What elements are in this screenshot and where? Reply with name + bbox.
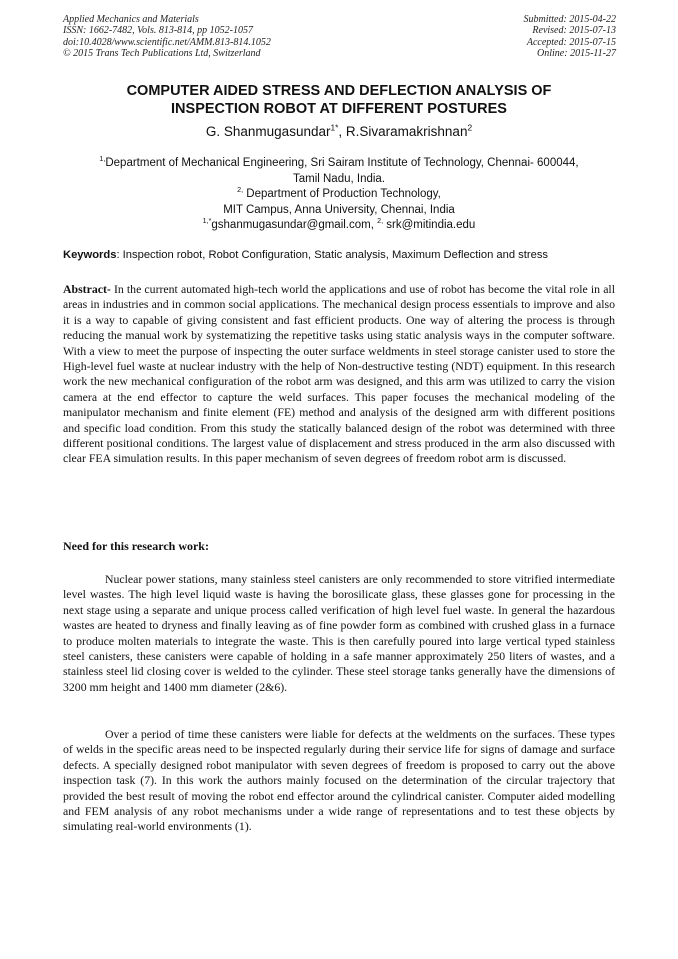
abstract-text: In the current automated high-tech world the applications and use of robot has become the vital role in all areas in industries and in common social applications. The mechanical design process essentials to improve and also it is a way to capable of giving consistent and fast efficient products. One way of altering the process is through reducing the manual work by systematizing the repetitive tasks using static analysis ways in the computer software. With a view to meet the purpose of inspecting the outer surface weldments in steel storage canister used to store the High-level fuel waste at nuclear industry with the help of Non-destructive testing (NDT) equipment. In this research work the new mechanical configuration of the robot arm was designed, and this arm was utilized to carry the vision camera at the end effector to capture the weld surfaces. This paper focuses the mechanical modeling of the manipulator mechanism and finite element (FE) method and analysis of the designed arm with different positions and specific load condition. From this study the statically balanced design of the robot was determined with three different positional conditions. The largest value of displacement and stress produced in the arm also discussed with clear FEA simulation results. In this paper mechanism of seven degrees of freedom robot arm is discussed. — [63, 282, 615, 466]
affiliation-2-line-1 — [40, 187, 638, 203]
abstract-paragraph — [63, 282, 615, 467]
journal-info — [63, 14, 271, 60]
online-date: Online: 2015-11-27 — [537, 48, 616, 60]
doi-line[interactable]: doi:10.4028/www.scientific.net/AMM.813-814.1052 — [63, 36, 271, 48]
affiliation-2-text: Department of Production Technology, — [246, 188, 441, 200]
email-2-mark: 2, — [377, 217, 384, 226]
title-line-1: COMPUTER AIDED STRESS AND DEFLECTION ANALYSIS OF — [126, 83, 552, 99]
affiliation-2-mark: 2, — [237, 186, 244, 195]
publication-dates — [524, 14, 617, 60]
abstract-label: Abstract- — [63, 282, 111, 296]
section-heading: Need for this research work: — [63, 539, 209, 553]
keywords-line — [63, 249, 623, 261]
keywords-text: : Inspection robot, Robot Configuration, Static analysis, Maximum Deflection and stress — [116, 249, 549, 261]
email-1-mark: 1,* — [202, 217, 212, 226]
affiliation-1-mark: 1, — [99, 155, 106, 164]
affiliation-1-line-2: Tamil Nadu, India. — [292, 172, 386, 185]
author-list — [40, 124, 638, 139]
issn-line: ISSN: 1662-7482, Vols. 813-814, pp 1052-1057 — [63, 25, 253, 37]
title-line-2: INSPECTION ROBOT AT DIFFERENT POSTURES — [171, 101, 507, 117]
email-2-link[interactable]: srk@mitindia.edu — [386, 219, 476, 231]
accepted-date: Accepted: 2015-07-15 — [526, 36, 616, 48]
journal-name: Applied Mechanics and Materials — [63, 14, 199, 25]
affiliation-2-line-2: MIT Campus, Anna University, Chennai, India — [223, 203, 455, 216]
affiliation-1-text: Department of Mechanical Engineering, Sri Sairam Institute of Technology, Chennai- 600044, — [105, 157, 579, 169]
author-1-affil-mark: 1* — [330, 122, 339, 133]
author-2-affil-mark: 2 — [467, 122, 473, 133]
submitted-date: Submitted: 2015-04-22 — [523, 14, 616, 25]
body-paragraph-2: Over a period of time these canisters were liable for defects at the weldments on the surfaces. These types of welds in the specific areas need to be inspected regularly during their service life for signs of damage and surface defects. A specially designed robot manipulator with seven degrees of freedom is proposed to carry out the above inspection task (7). In this work the authors mainly focused on the determination of the circular trajectory that provided the best result of moving the robot end effector around the cylindrical canister. Computer aided modelling and FEM analysis of any robot mechanisms under a wide range of representations and to test these objects by simulating real-world environments (1). — [63, 727, 615, 834]
affiliation-1-line-1 — [40, 156, 638, 172]
author-separator: , — [338, 124, 346, 139]
paper-title — [40, 82, 638, 118]
author-1: G. Shanmugasundar — [205, 124, 331, 139]
author-2: R.Sivaramakrishnan — [345, 124, 468, 139]
affiliations — [40, 156, 638, 234]
body-paragraph-1: Nuclear power stations, many stainless steel canisters are only recommended to store vitrified intermediate level wastes. The high level liquid waste is having the borosilicate glass, these glasses gone for processing in the next stage using a separate and unique process called verification of high level fuel waste. In general the hazardous wastes are heated to dryness and finally leaving as of fine powder form as combined with crushed glass in a furnace to produce molten materials to integrate the waste. This is then carefully poured into large vertical typed stainless steel canisters, these canisters were capable of holding in a safe manner approximately 250 liters of wastes, and a stainless steel lid closing cover is welded to the cylinder. These steel storage tanks generally have the dimensions of 3200 mm height and 1400 mm diameter (2&6). — [63, 572, 615, 694]
keywords-label: Keywords — [63, 249, 117, 261]
revised-date: Revised: 2015-07-13 — [532, 25, 616, 37]
email-1-link[interactable]: gshanmugasundar@gmail.com, — [211, 219, 374, 231]
email-line — [40, 218, 638, 234]
copyright-line: © 2015 Trans Tech Publications Ltd, Switzerland — [63, 48, 261, 60]
